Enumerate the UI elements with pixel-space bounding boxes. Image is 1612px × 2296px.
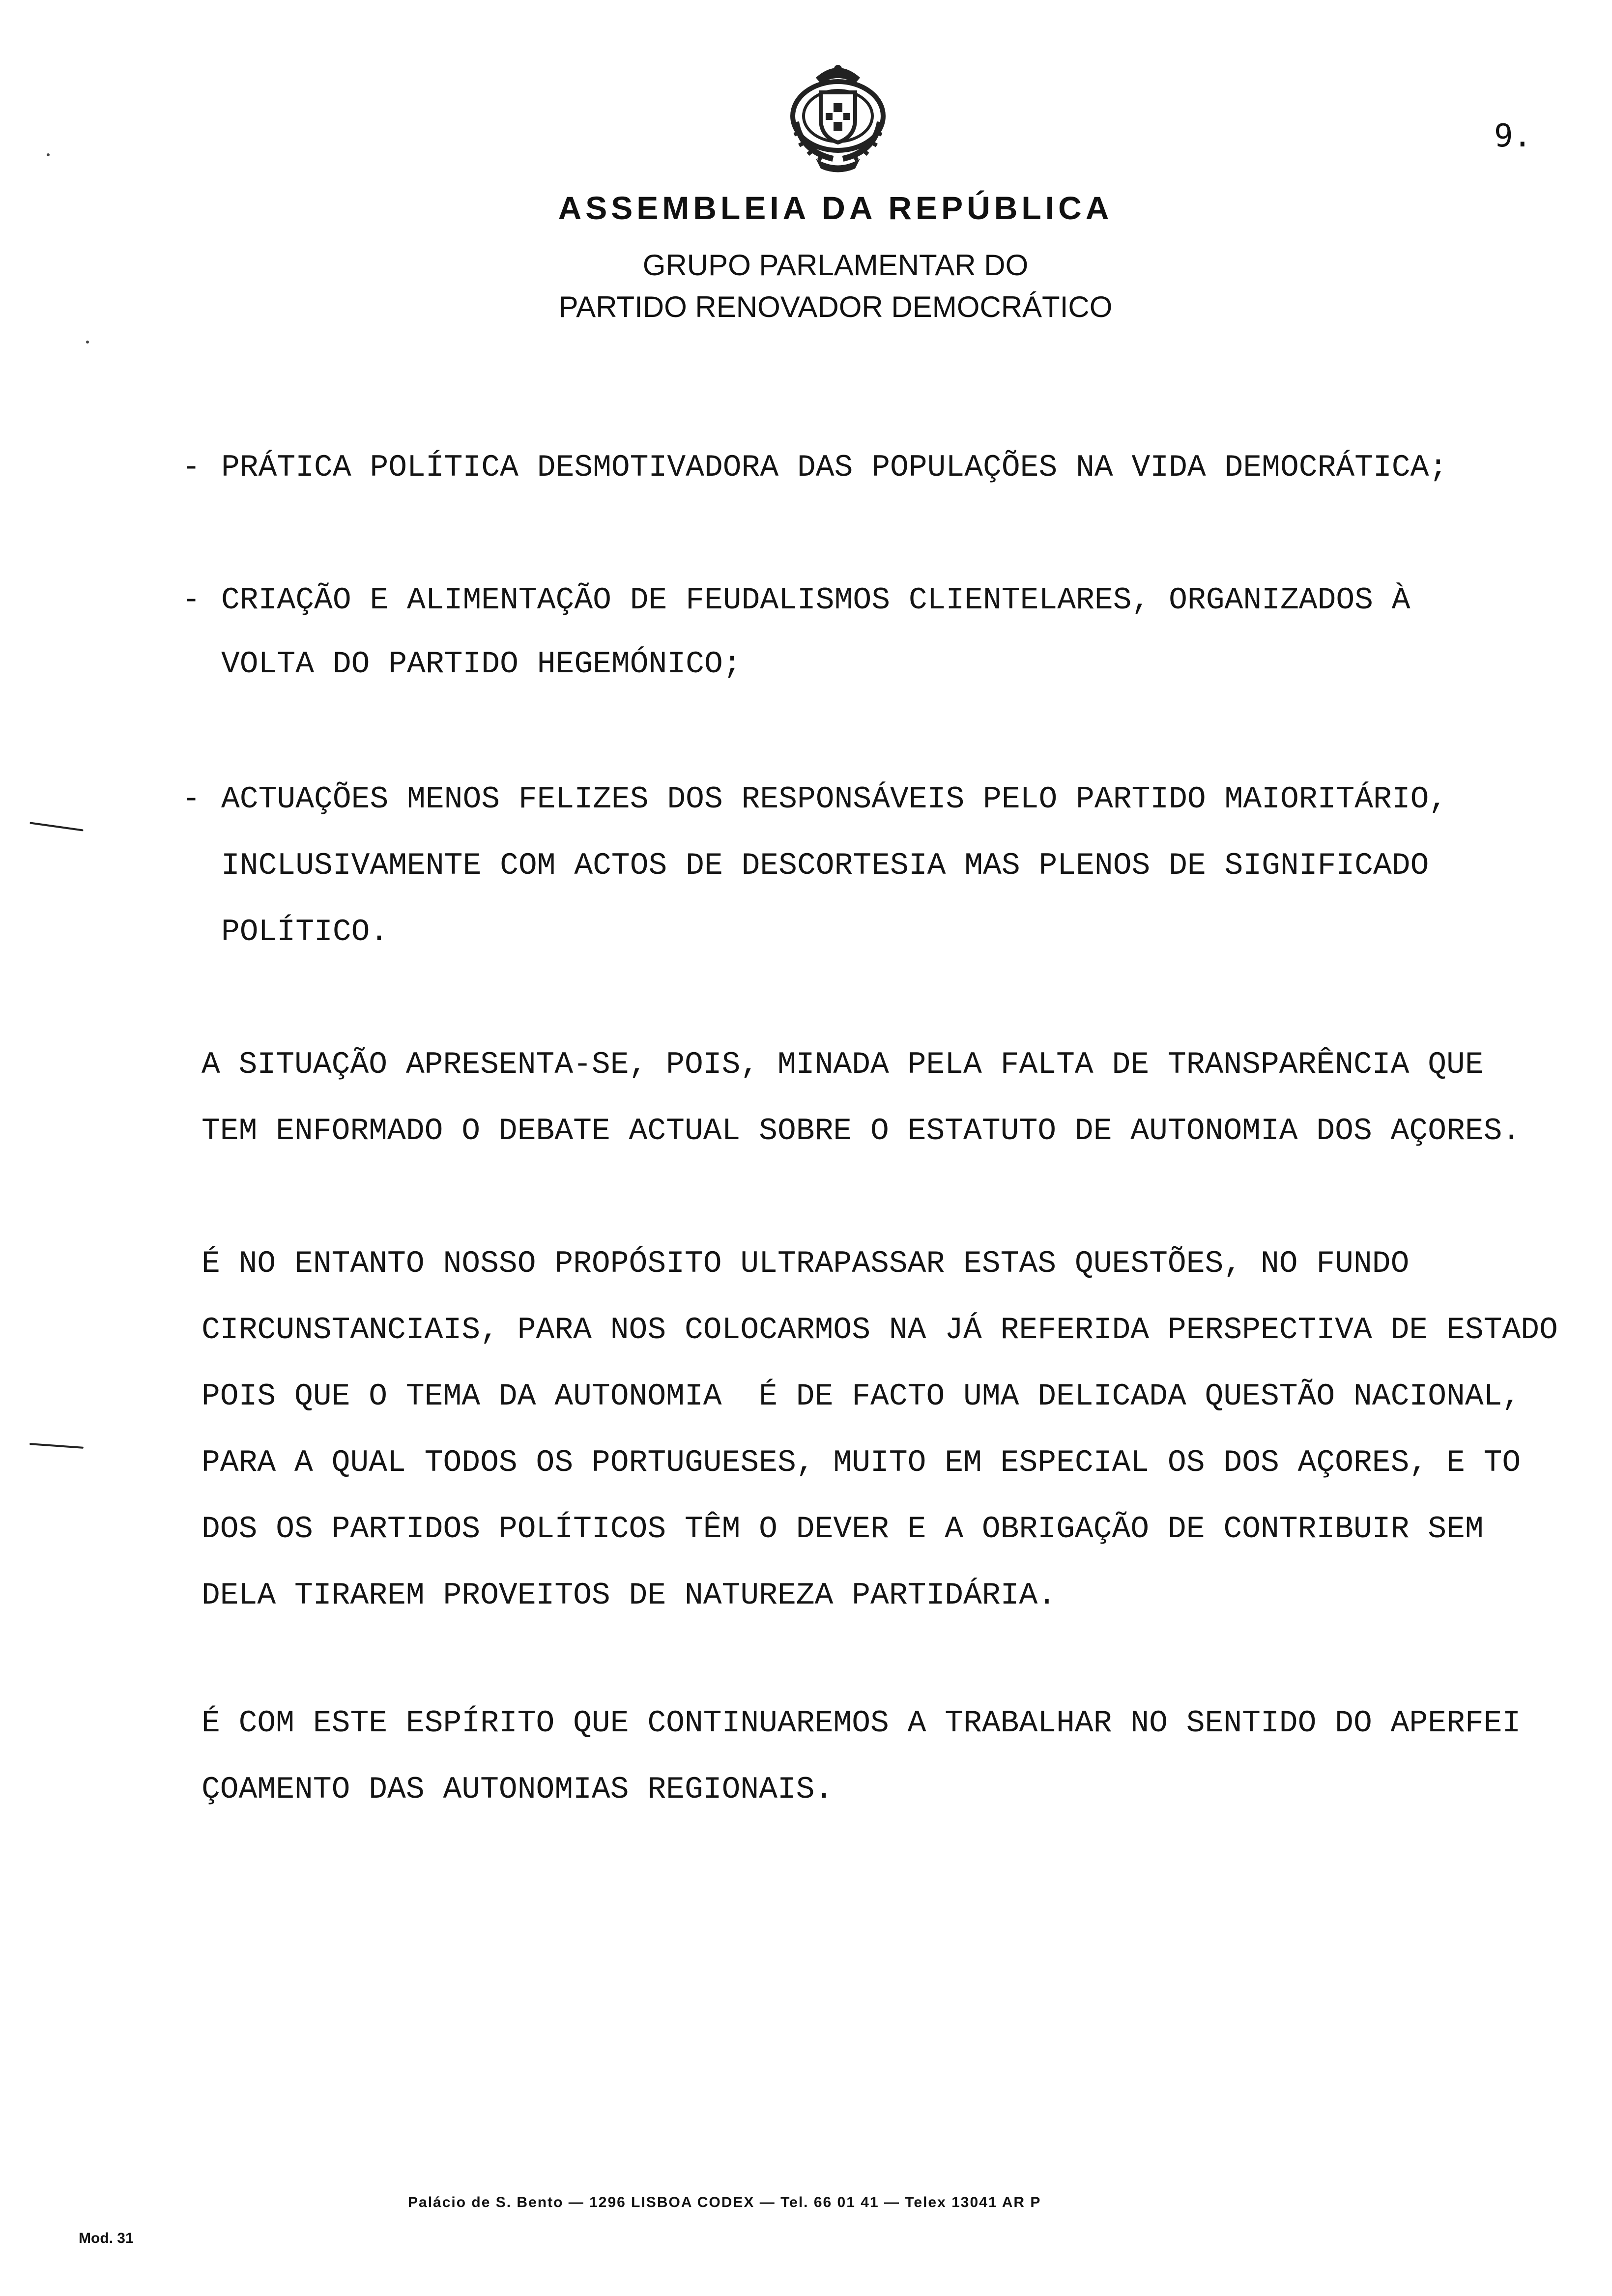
paragraph-line: POIS QUE O TEMA DA AUTONOMIA É DE FACTO UMA DELICADA QUESTÃO NACIONAL, — [202, 1379, 1521, 1414]
form-code: Mod. 31 — [79, 2230, 134, 2246]
bullet-dash: - — [182, 583, 201, 618]
page-number: 9. — [1494, 118, 1532, 154]
paragraph-line: CIRCUNSTANCIAIS, PARA NOS COLOCARMOS NA JÁ REFERIDA PERSPECTIVA DE ESTADO — [202, 1313, 1558, 1348]
paragraph-line: TEM ENFORMADO O DEBATE ACTUAL SOBRE O ESTATUTO DE AUTONOMIA DOS AÇORES. — [202, 1114, 1521, 1148]
bullet-line: CRIAÇÃO E ALIMENTAÇÃO DE FEUDALISMOS CLIENTELARES, ORGANIZADOS À — [221, 583, 1410, 618]
bullet-line: VOLTA DO PARTIDO HEGEMÓNICO; — [221, 647, 742, 682]
paragraph-line: É COM ESTE ESPÍRITO QUE CONTINUAREMOS A TRABALHAR NO SENTIDO DO APERFEI — [202, 1706, 1521, 1741]
paragraph-line: ÇOAMENTO DAS AUTONOMIAS REGIONAIS. — [202, 1772, 834, 1807]
bullet-dash: - — [182, 450, 201, 485]
parliamentary-group-line: GRUPO PARLAMENTAR DO — [642, 249, 1029, 282]
paragraph-line: PARA A QUAL TODOS OS PORTUGUESES, MUITO EM ESPECIAL OS DOS AÇORES, E TO — [202, 1445, 1521, 1480]
party-name-line: PARTIDO RENOVADOR DEMOCRÁTICO — [558, 290, 1113, 323]
bullet-line: INCLUSIVAMENTE COM ACTOS DE DESCORTESIA MAS PLENOS DE SIGNIFICADO — [221, 848, 1429, 883]
bullet-line: ACTUAÇÕES MENOS FELIZES DOS RESPONSÁVEIS PELO PARTIDO MAIORITÁRIO, — [221, 782, 1448, 817]
bullet-dash: - — [182, 782, 201, 817]
footer-address: Palácio de S. Bento — 1296 LISBOA CODEX — Tel. 66 01 41 — Telex 13041 AR P — [408, 2194, 1041, 2210]
bullet-line: PRÁTICA POLÍTICA DESMOTIVADORA DAS POPULAÇÕES NA VIDA DEMOCRÁTICA; — [221, 450, 1448, 485]
bullet-line: POLÍTICO. — [221, 915, 389, 949]
institution-title: ASSEMBLEIA DA REPÚBLICA — [558, 190, 1113, 226]
paragraph-line: É NO ENTANTO NOSSO PROPÓSITO ULTRAPASSAR ESTAS QUESTÕES, NO FUNDO — [202, 1246, 1410, 1281]
paragraph-line: DELA TIRAREM PROVEITOS DE NATUREZA PARTIDÁRIA. — [202, 1578, 1057, 1613]
paragraph-line: DOS OS PARTIDOS POLÍTICOS TÊM O DEVER E A OBRIGAÇÃO DE CONTRIBUIR SEM — [202, 1512, 1484, 1547]
paragraph-line: A SITUAÇÃO APRESENTA-SE, POIS, MINADA PELA FALTA DE TRANSPARÊNCIA QUE — [202, 1047, 1484, 1082]
